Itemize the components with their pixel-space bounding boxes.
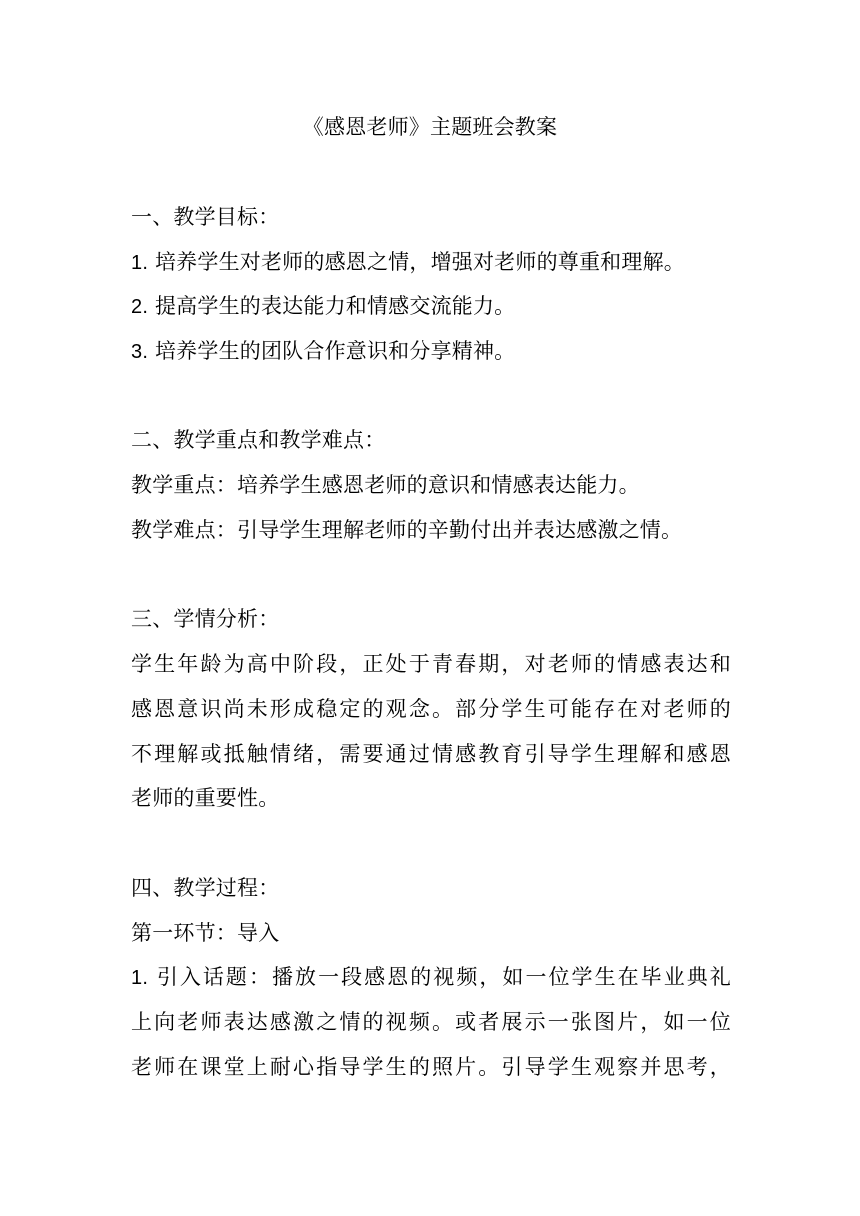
objective-number: 1. (131, 252, 149, 274)
process-step-heading: 第一环节：导入 (131, 921, 280, 945)
process-item-line (131, 962, 731, 993)
objective-item (131, 247, 731, 278)
objective-number: 3. (131, 341, 149, 363)
document-title: 《感恩老师》主题班会教案 (302, 115, 558, 139)
process-line: 上向老师表达感激之情的视频。或者展示一张图片，如一位 (131, 1010, 731, 1034)
objective-number: 2. (131, 296, 149, 318)
analysis-line: 感恩意识尚未形成稳定的观念。部分学生可能存在对老师的 (131, 697, 731, 721)
section-heading-process: 四、教学过程： (131, 876, 280, 900)
objective-item (131, 291, 731, 322)
process-item-number: 1. (131, 967, 149, 989)
objective-text: 培养学生的团队合作意识和分享精神。 (154, 339, 516, 363)
difficulty-line: 教学难点：引导学生理解老师的辛勤付出并表达感激之情。 (131, 518, 683, 542)
analysis-line: 不理解或抵触情绪，需要通过情感教育引导学生理解和感恩 (131, 742, 731, 766)
process-item-text: 引入话题：播放一段感恩的视频，如一位学生在毕业典礼 (156, 965, 731, 989)
analysis-line: 学生年龄为高中阶段，正处于青春期，对老师的情感表达和 (131, 652, 731, 676)
objective-text: 提高学生的表达能力和情感交流能力。 (154, 294, 516, 318)
section-heading-objectives: 一、教学目标： (131, 205, 280, 229)
analysis-line: 老师的重要性。 (131, 786, 280, 810)
key-point-line: 教学重点：培养学生感恩老师的意识和情感表达能力。 (131, 473, 640, 497)
objective-item (131, 336, 731, 367)
process-line: 老师在课堂上耐心指导学生的照片。引导学生观察并思考， (131, 1055, 731, 1079)
section-heading-key-points: 二、教学重点和教学难点： (131, 428, 386, 452)
section-heading-analysis: 三、学情分析： (131, 607, 280, 631)
objective-text: 培养学生对老师的感恩之情，增强对老师的尊重和理解。 (154, 250, 685, 274)
